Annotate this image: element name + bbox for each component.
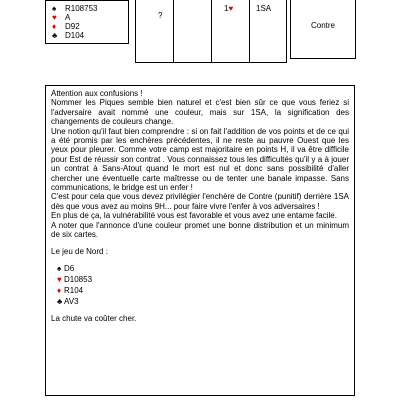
north-row-spades (51, 263, 349, 274)
hand-row-clubs (52, 31, 84, 40)
spade-icon: ♠ (57, 263, 62, 273)
column-divider (211, 0, 212, 62)
north-cards-spades: D6 (64, 263, 75, 273)
paragraph: Une notion qu'il faut bien comprendre : si on fait l'addition de vos points et de ce qui a été promis par les enchères précédentes, il ne reste au pauvre Ouest que les yeux pour pleurer. Comme votre camp est majoritaire en points H, il va être difficile pour Est de réussir son contrat . Vous connaissez tous les difficultés qu'il y a à jouer un contrat à Sans-Atout quand le mort est nul et donc sans possibilité d'aller chercher une éventuelle carte maîtresse ou de tenter une banale impasse. Sans communications, le bridge est un enfer ! (51, 126, 349, 193)
north-cards-hearts: D10853 (64, 274, 93, 284)
bid-question: ? (158, 11, 163, 20)
diamond-icon: ♦ (57, 285, 62, 295)
heart-icon: ♥ (228, 4, 234, 13)
bid-level: 1 (224, 4, 229, 13)
answer-box (290, 0, 356, 59)
hand-cards-hearts: A (65, 13, 71, 22)
north-row-hearts (51, 274, 349, 285)
hand-box (45, 0, 129, 44)
paragraph: Nommer les Piques semble bien naturel et c'est bien sûr ce que vous feriez si l'adversaire avait nommé une couleur, mais sur 1SA, la signification des changements de couleurs change. (51, 98, 349, 127)
column-divider (249, 0, 250, 62)
paragraph: En plus de ça, la vulnérabilité vous est favorable et vous avez une entame facile. (51, 211, 337, 221)
answer-text: Contre (310, 21, 335, 30)
club-icon: ♣ (57, 296, 63, 306)
column-divider (173, 0, 174, 62)
bid-1sa: 1SA (256, 4, 272, 13)
hand-row-hearts (52, 13, 70, 22)
bid-heart (224, 4, 233, 13)
explanation-box (45, 85, 355, 396)
north-row-clubs (51, 296, 349, 307)
heart-icon: ♥ (57, 274, 62, 284)
paragraph: C'est pour cela que vous devez privilégier l'enchère de Contre (punitif) derrière 1SA dès que vous avez au moins 9H... pour faire vivre l'enfer à vos adversaires ! (51, 192, 349, 211)
hand-cards-diamonds: D92 (65, 22, 80, 31)
hand-row-spades (52, 4, 97, 13)
spade-icon: ♠ (52, 4, 57, 13)
paragraph: A noter que l'annonce d'une couleur promet une bonne distribution et un minimum de six cartes. (51, 220, 349, 240)
divider (46, 0, 128, 1)
heart-icon: ♥ (52, 13, 57, 22)
hand-row-diamonds (52, 22, 80, 31)
north-row-diamonds (51, 285, 349, 296)
bidding-table (135, 0, 287, 63)
diamond-icon: ♦ (52, 22, 57, 31)
closing-line: La chute va coûter cher. (51, 313, 137, 323)
north-cards-clubs: AV3 (64, 296, 79, 306)
club-icon: ♣ (52, 31, 58, 40)
north-cards-diamonds: R104 (64, 285, 84, 295)
hand-cards-clubs: D104 (65, 31, 85, 40)
north-title: Le jeu de Nord : (51, 246, 108, 256)
hand-cards-spades: R108753 (65, 4, 98, 13)
paragraph: Attention aux confusions ! (51, 89, 143, 98)
